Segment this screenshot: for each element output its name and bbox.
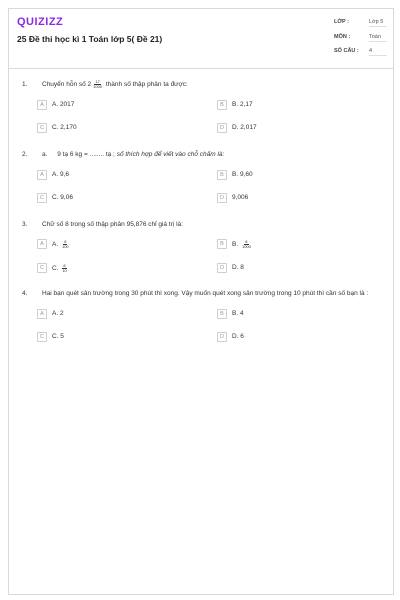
option-letter-badge: A bbox=[37, 239, 47, 249]
option-prefix: C. bbox=[52, 265, 59, 273]
grade-label: LỚP : bbox=[334, 19, 349, 25]
option-text: B. 4 bbox=[232, 310, 244, 317]
question-number: 1. bbox=[22, 81, 28, 88]
option-letter-badge: C bbox=[37, 263, 47, 273]
fraction-numerator: 8 bbox=[64, 239, 67, 244]
option-letter-badge: D bbox=[217, 193, 227, 203]
question-text bbox=[42, 151, 224, 158]
option-letter-badge: C bbox=[37, 123, 47, 133]
question-count-label: SỐ CÂU : bbox=[334, 48, 359, 54]
option-letter-badge: D bbox=[217, 332, 227, 342]
option-letter-badge: B bbox=[217, 309, 227, 319]
worksheet bbox=[8, 8, 394, 595]
option-letter-badge: B bbox=[217, 239, 227, 249]
option-text: A. 9,6 bbox=[52, 171, 69, 178]
question-number: 4. bbox=[22, 290, 28, 297]
option-fraction bbox=[61, 240, 70, 249]
option-text bbox=[232, 240, 253, 249]
sub-question-label: a. bbox=[42, 151, 48, 158]
option-text: D. 8 bbox=[232, 264, 244, 271]
option-text: 9,006 bbox=[232, 194, 249, 201]
option-fraction bbox=[241, 240, 252, 249]
grade-value: Lớp 5 bbox=[369, 19, 387, 27]
mixed-number-fraction bbox=[92, 80, 103, 89]
fraction-denominator: 1000 bbox=[241, 244, 251, 249]
option-letter-badge: C bbox=[37, 332, 47, 342]
option-letter-badge: A bbox=[37, 309, 47, 319]
fraction-denominator: 10 bbox=[62, 268, 67, 273]
question-text: Chữ số 8 trong số thập phân 95,876 chỉ giá trị là: bbox=[42, 221, 183, 228]
option-letter-badge: B bbox=[217, 170, 227, 180]
fraction-numerator: 17 bbox=[95, 79, 100, 84]
question-count-value: 4 bbox=[369, 48, 387, 56]
option-text: C. 9,06 bbox=[52, 194, 73, 201]
option-letter-badge: C bbox=[37, 193, 47, 203]
option-text: D. 2,017 bbox=[232, 124, 257, 131]
option-text: D. 6 bbox=[232, 333, 244, 340]
worksheet-header bbox=[9, 9, 393, 69]
question-number: 3. bbox=[22, 221, 28, 228]
option-prefix: B. bbox=[232, 241, 239, 249]
option-letter-badge: D bbox=[217, 123, 227, 133]
question-text-after: thành số thập phân ta được: bbox=[105, 81, 188, 89]
question-text-plain: 9 tạ 6 kg = ........ tạ ; bbox=[57, 151, 115, 158]
question-text: Hai bạn quét sân trường trong 30 phút thì xong. Vậy muốn quét xong sân trường trong 10 phút thì cần số bạn là : bbox=[42, 290, 369, 297]
option-text: B. 2,17 bbox=[232, 101, 253, 108]
question-text bbox=[42, 80, 188, 89]
option-text bbox=[52, 264, 69, 273]
option-text: C. 2,170 bbox=[52, 124, 77, 131]
subject-label: MÔN : bbox=[334, 34, 351, 40]
option-letter-badge: A bbox=[37, 100, 47, 110]
option-text: C. 5 bbox=[52, 333, 64, 340]
option-text: A. 2 bbox=[52, 310, 64, 317]
option-fraction bbox=[61, 264, 67, 273]
option-letter-badge: B bbox=[217, 100, 227, 110]
quiz-title: 25 Đề thi học kì 1 Toán lớp 5( Đề 21) bbox=[17, 34, 163, 44]
quizizz-logo: QUIZIZZ bbox=[17, 16, 64, 28]
question-text-before: Chuyển hỗn số 2 bbox=[42, 81, 92, 89]
fraction-denominator: 1000 bbox=[93, 84, 103, 89]
fraction-numerator: 8 bbox=[63, 263, 66, 268]
fraction-numerator: 8 bbox=[245, 239, 248, 244]
fraction-denominator: 100 bbox=[61, 244, 69, 249]
subject-value: Toán bbox=[369, 34, 387, 42]
option-letter-badge: A bbox=[37, 170, 47, 180]
option-text: A. 2017 bbox=[52, 101, 75, 108]
option-prefix: A. bbox=[52, 241, 59, 249]
option-text: B. 9,60 bbox=[232, 171, 253, 178]
question-text-italic: số thích hợp để viết vào chỗ chấm là: bbox=[116, 151, 225, 158]
option-text bbox=[52, 240, 71, 249]
question-number: 2. bbox=[22, 151, 28, 158]
option-letter-badge: D bbox=[217, 263, 227, 273]
